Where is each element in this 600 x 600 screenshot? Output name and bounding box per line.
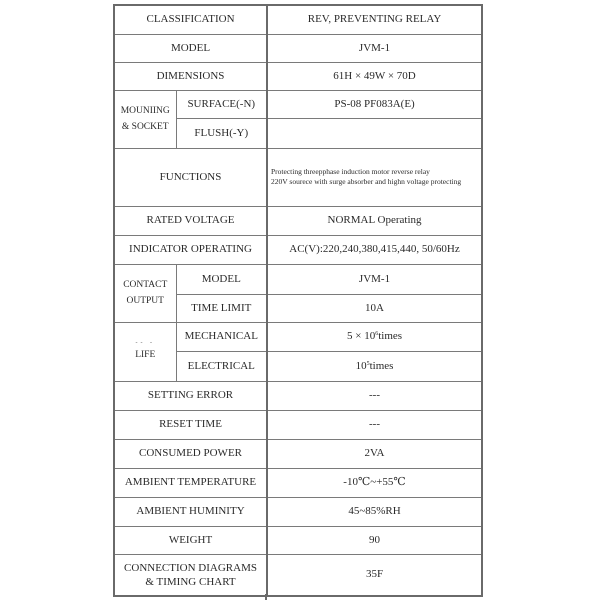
row-weight bbox=[114, 526, 482, 554]
ambient-temperature-label: AMBIENT TEMPERATURE bbox=[114, 468, 267, 497]
row-ambient-humidity bbox=[114, 497, 482, 526]
electrical-value-exponent: 5 bbox=[366, 360, 370, 367]
time-limit-label: TIME LIMIT bbox=[176, 294, 267, 322]
mounting-socket-label-line1: MOUNIING bbox=[120, 106, 170, 116]
row-functions bbox=[114, 148, 482, 206]
electrical-value-prefix: 10 bbox=[355, 359, 367, 372]
connection-diagrams-value: 35F bbox=[267, 554, 482, 596]
mounting-socket-label-line2: & SOCKET bbox=[121, 122, 169, 132]
electrical-value bbox=[267, 351, 482, 381]
consumed-power-label: CONSUMED POWER bbox=[114, 439, 267, 468]
ambient-humidity-label: AMBIENT HUMINITY bbox=[114, 497, 267, 526]
life-group-label bbox=[114, 322, 176, 381]
row-classification bbox=[114, 5, 482, 34]
model-value: JVM-1 bbox=[267, 34, 482, 62]
indicator-operating-value: AC(V):220,240,380,415,440, 50/60Hz bbox=[267, 235, 482, 264]
connection-diagrams-label-line2: & TIMING CHART bbox=[145, 575, 236, 588]
contact-output-group-label bbox=[114, 264, 176, 322]
flush-value bbox=[267, 118, 482, 148]
dimensions-value: 61H × 49W × 70D bbox=[267, 62, 482, 90]
contact-model-label: MODEL bbox=[176, 264, 267, 294]
row-ambient-temperature bbox=[114, 468, 482, 497]
connection-diagrams-label bbox=[114, 554, 267, 596]
time-limit-value: 10A bbox=[267, 294, 482, 322]
flush-label: FLUSH(-Y) bbox=[176, 118, 267, 148]
dimensions-label: DIMENSIONS bbox=[114, 62, 267, 90]
mechanical-label: MECHANICAL bbox=[176, 322, 267, 351]
rated-voltage-value: NORMAL Operating bbox=[267, 206, 482, 235]
reset-time-label: RESET TIME bbox=[114, 410, 267, 439]
surface-value: PS-08 PF083A(E) bbox=[267, 90, 482, 118]
connection-diagrams-label-line1: CONNECTION DIAGRAMS bbox=[124, 561, 257, 574]
row-connection-diagrams bbox=[114, 554, 482, 596]
mechanical-value-prefix: 5 × 10 bbox=[346, 330, 376, 342]
reset-time-value: --- bbox=[267, 410, 482, 439]
setting-error-label: SETTING ERROR bbox=[114, 381, 267, 410]
row-dimensions bbox=[114, 62, 482, 90]
life-label-artifact: -- - bbox=[135, 340, 155, 346]
contact-model-value: JVM-1 bbox=[267, 264, 482, 294]
row-setting-error bbox=[114, 381, 482, 410]
weight-label: WEIGHT bbox=[114, 526, 267, 554]
electrical-value-suffix: times bbox=[369, 359, 394, 372]
electrical-label: ELECTRICAL bbox=[176, 351, 267, 381]
functions-value-line1: Protecting threepphase induction motor reverse relay bbox=[271, 167, 430, 176]
row-reset-time bbox=[114, 410, 482, 439]
row-model bbox=[114, 34, 482, 62]
classification-value: REV, PREVENTING RELAY bbox=[267, 5, 482, 34]
weight-value: 90 bbox=[267, 526, 482, 554]
mounting-socket-group-label bbox=[114, 90, 176, 148]
row-indicator-operating bbox=[114, 235, 482, 264]
consumed-power-value: 2VA bbox=[267, 439, 482, 468]
ambient-temperature-value: -10℃~+55℃ bbox=[267, 468, 482, 497]
functions-label: FUNCTIONS bbox=[114, 148, 267, 206]
classification-label: CLASSIFICATION bbox=[114, 5, 267, 34]
row-mounting-surface bbox=[114, 90, 482, 118]
contact-output-label-line2: OUTPUT bbox=[126, 296, 164, 306]
contact-output-label-line1: CONTACT bbox=[123, 280, 168, 290]
surface-label: SURFACE(-N) bbox=[176, 90, 267, 118]
row-rated-voltage bbox=[114, 206, 482, 235]
mechanical-value bbox=[267, 322, 482, 351]
model-label: MODEL bbox=[114, 34, 267, 62]
mechanical-value-exponent: 6 bbox=[375, 331, 379, 337]
ambient-humidity-value: 45~85%RH bbox=[267, 497, 482, 526]
column-divider-tail bbox=[265, 594, 267, 600]
life-label: LIFE bbox=[135, 350, 156, 360]
mechanical-value-suffix: times bbox=[378, 330, 403, 342]
indicator-operating-label: INDICATOR OPERATING bbox=[114, 235, 267, 264]
setting-error-value: --- bbox=[267, 381, 482, 410]
rated-voltage-label: RATED VOLTAGE bbox=[114, 206, 267, 235]
spec-table bbox=[113, 4, 483, 597]
row-consumed-power bbox=[114, 439, 482, 468]
row-life-mechanical bbox=[114, 322, 482, 351]
row-contact-model bbox=[114, 264, 482, 294]
functions-value-line2: 220V sourece with surge absorber and highn voltage protecting bbox=[271, 177, 462, 186]
functions-value bbox=[267, 148, 482, 206]
